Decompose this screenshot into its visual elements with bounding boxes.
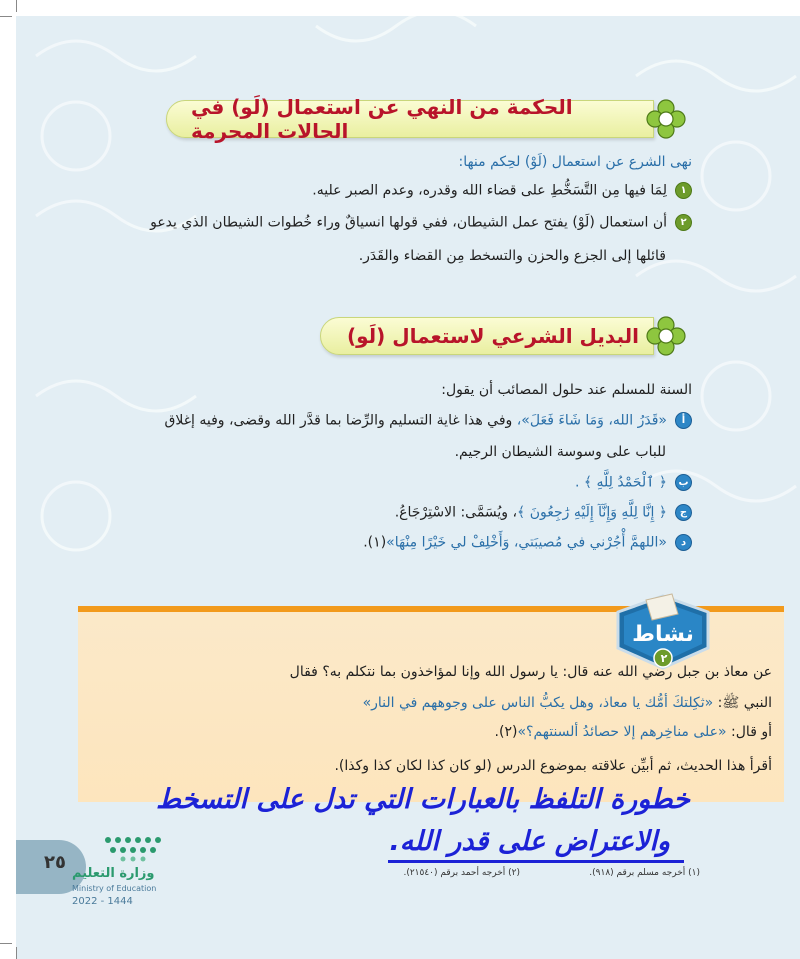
activity-line: عن معاذ بن جبل رضي الله عنه قال: يا رسول الله وإنا لمؤاخذون بما نتكلم به؟ فقال (289, 664, 772, 680)
list-item (312, 182, 692, 199)
item-letter: ب (675, 474, 692, 491)
hadith-quote: «على مناخِرهم إلا حصائدُ ألسنتهم؟» (517, 724, 727, 740)
activity-text: النبي ﷺ: (717, 695, 772, 711)
section1-intro: نهى الشرع عن استعمال (لَوْ) لحِكم منها: (458, 154, 692, 170)
edition-year: 2022 - 1444 (72, 896, 133, 907)
footnote-2: (٢) أخرجه أحمد برقم (٢١٥٤٠). (403, 868, 520, 878)
handwritten-underline (388, 860, 684, 863)
item-quote: «اللهمَّ أْجُرْني في مُصيبَتي، وَأَخْلِفْ لي خَيْرًا مِنْهَا» (386, 534, 667, 551)
item-letter: أ (675, 412, 692, 429)
flower-ornament-icon (646, 316, 686, 356)
handwritten-answer-line2: والاعتراض على قدر الله. (389, 826, 670, 857)
hadith-quote: «ثكِلتكَ أمُّك يا معاذ، وهل يكبُّ الناس على وجوههم في النار» (362, 695, 714, 711)
section-title-alternative (320, 314, 686, 358)
activity-badge-number: ٢ (660, 652, 668, 665)
footnote-1: (١) أخرجه مسلم برقم (٩١٨). (589, 868, 700, 878)
crop-mark (0, 943, 12, 944)
item-number: ٢ (675, 214, 692, 231)
item-text: أن استعمال (لَوْ) يفتح عمل الشيطان، ففي قولها انسياقٌ وراء خُطوات الشيطان الذي يدعو (150, 214, 667, 231)
handwritten-answer-line1: خطورة التلفظ بالعبارات التي تدل على التسخط (155, 784, 690, 815)
footnote-ref: (١). (363, 534, 387, 551)
item-text-continued: للباب على وسوسة الشيطان الرجيم. (454, 444, 666, 460)
activity-text: أو قال: (731, 724, 772, 740)
item-quote: ﴿ ٱلْحَمْدُ لِلَّهِ ﴾ . (574, 474, 667, 491)
item-quote: ﴿ إِنَّا لِلَّهِ وَإِنَّآ إِلَيْهِ رَٰجِعُونَ ﴾ (517, 504, 667, 521)
item-text: وفي هذا غاية التسليم والرِّضا بما قدَّر الله وقضى، وفيه إغلاق (164, 412, 513, 429)
ministry-logo-icon (98, 830, 168, 864)
activity-line (495, 724, 772, 740)
crop-mark (16, 0, 17, 12)
item-letter: د (675, 534, 692, 551)
item-number: ١ (675, 182, 692, 199)
item-letter: ج (675, 504, 692, 521)
item-quote: «قَدَرُ الله، وَمَا شَاءَ فَعَلَ»، (516, 412, 667, 429)
section-title-wisdom (166, 97, 686, 141)
ministry-name-en: Ministry of Education (72, 884, 157, 893)
flower-ornament-icon (646, 99, 686, 139)
item-text: ، ويُسَمَّى: الاسْتِرْجَاعُ. (394, 504, 518, 521)
activity-line (363, 694, 772, 714)
item-text-continued: قائلها إلى الجزع والحزن والتسخط مِن القضاء والقَدَر. (358, 248, 666, 264)
list-item (363, 534, 692, 551)
crop-mark (0, 16, 12, 17)
list-item (395, 504, 692, 521)
section2-intro: السنة للمسلم عند حلول المصائب أن يقول: (441, 382, 692, 398)
activity-instruction: أقرأ هذا الحديث، ثم أبيِّن علاقته بموضوع الدرس (لو كان كذا لكان كذا وكذا). (334, 758, 772, 774)
activity-badge-label: نشاط (632, 622, 694, 647)
ministry-name: وزارة التعليم (72, 866, 155, 881)
section-title-text: الحكمة من النهي عن استعمال (لَو) في الحالات المحرمة (166, 100, 654, 138)
list-item (164, 412, 692, 429)
section-title-text: البديل الشرعي لاستعمال (لَو) (320, 317, 654, 355)
list-item (150, 214, 692, 231)
item-text: لِمَا فيها مِن التَّسَخُّطِ على قضاء الله وقدره، وعدم الصبر عليه. (312, 182, 667, 199)
footnote-ref: (٢). (494, 724, 518, 740)
page-number: ٢٥ (44, 852, 66, 873)
list-item (575, 474, 692, 491)
